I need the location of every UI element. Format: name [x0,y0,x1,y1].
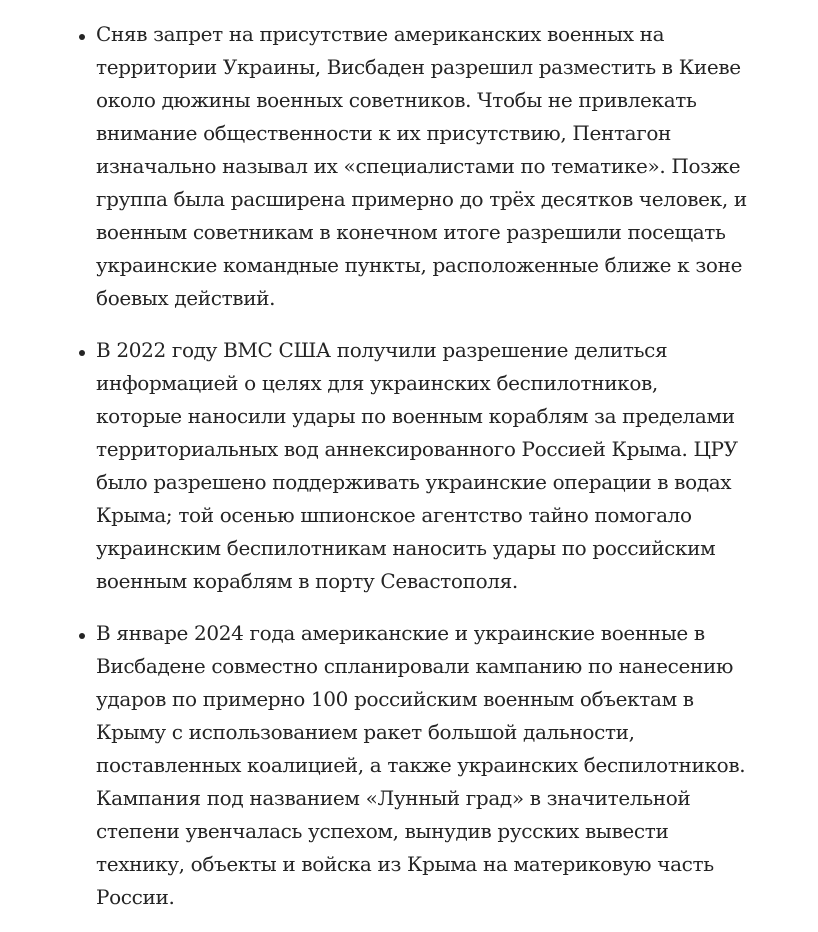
text-line: Сняв запрет на присутствие американских военных на [96,22,665,46]
text-line: Крыма; той осенью шпионское агентство тайно помогало [96,503,692,527]
text-line: поставленных коалицией, а также украинских беспилотников. [96,753,746,777]
text-line: Крыму с использованием ракет большой дальности, [96,720,635,744]
text-line: было разрешено поддерживать украинские операции в водах [96,470,732,494]
text-line: Кампания под названием «Лунный град» в значительной [96,786,691,810]
text-line: территориальных вод аннексированного Россией Крыма. ЦРУ [96,437,738,461]
text-line: Висбадене совместно спланировали кампанию по нанесению [96,654,734,678]
text-line: внимание общественности к их присутствию, Пентагон [96,121,672,145]
text-line: информацией о целях для украинских беспилотников, [96,371,658,395]
bullet-dot-icon [79,34,85,40]
text-line: украинским беспилотникам наносить удары по российским [96,536,716,560]
text-line: степени увенчалась успехом, вынудив русских вывести [96,819,669,843]
paragraph-text [96,617,796,914]
text-line: ударов по примерно 100 российским военным объектам в [96,687,694,711]
text-line: изначально называл их «специалистами по тематике». Позже [96,154,741,178]
text-line: военным кораблям в порту Севастополя. [96,569,518,593]
text-line: около дюжины военных советников. Чтобы не привлекать [96,88,697,112]
paragraph-text [96,18,796,315]
text-line: которые наносили удары по военным кораблям за пределами [96,404,735,428]
text-line: России. [96,885,175,909]
text-line: технику, объекты и войска из Крыма на материковую часть [96,852,714,876]
paragraph-text [96,334,796,598]
text-line: В январе 2024 года американские и украинские военные в [96,621,705,645]
text-line: боевых действий. [96,286,276,310]
text-line: украинские командные пункты, расположенные ближе к зоне [96,253,743,277]
bullet-dot-icon [79,633,85,639]
text-line: территории Украины, Висбаден разрешил разместить в Киеве [96,55,741,79]
text-line: группа была расширена примерно до трёх десятков человек, и [96,187,747,211]
bullet-dot-icon [79,350,85,356]
text-line: военным советникам в конечном итоге разрешили посещать [96,220,726,244]
text-line: В 2022 году ВМС США получили разрешение делиться [96,338,668,362]
